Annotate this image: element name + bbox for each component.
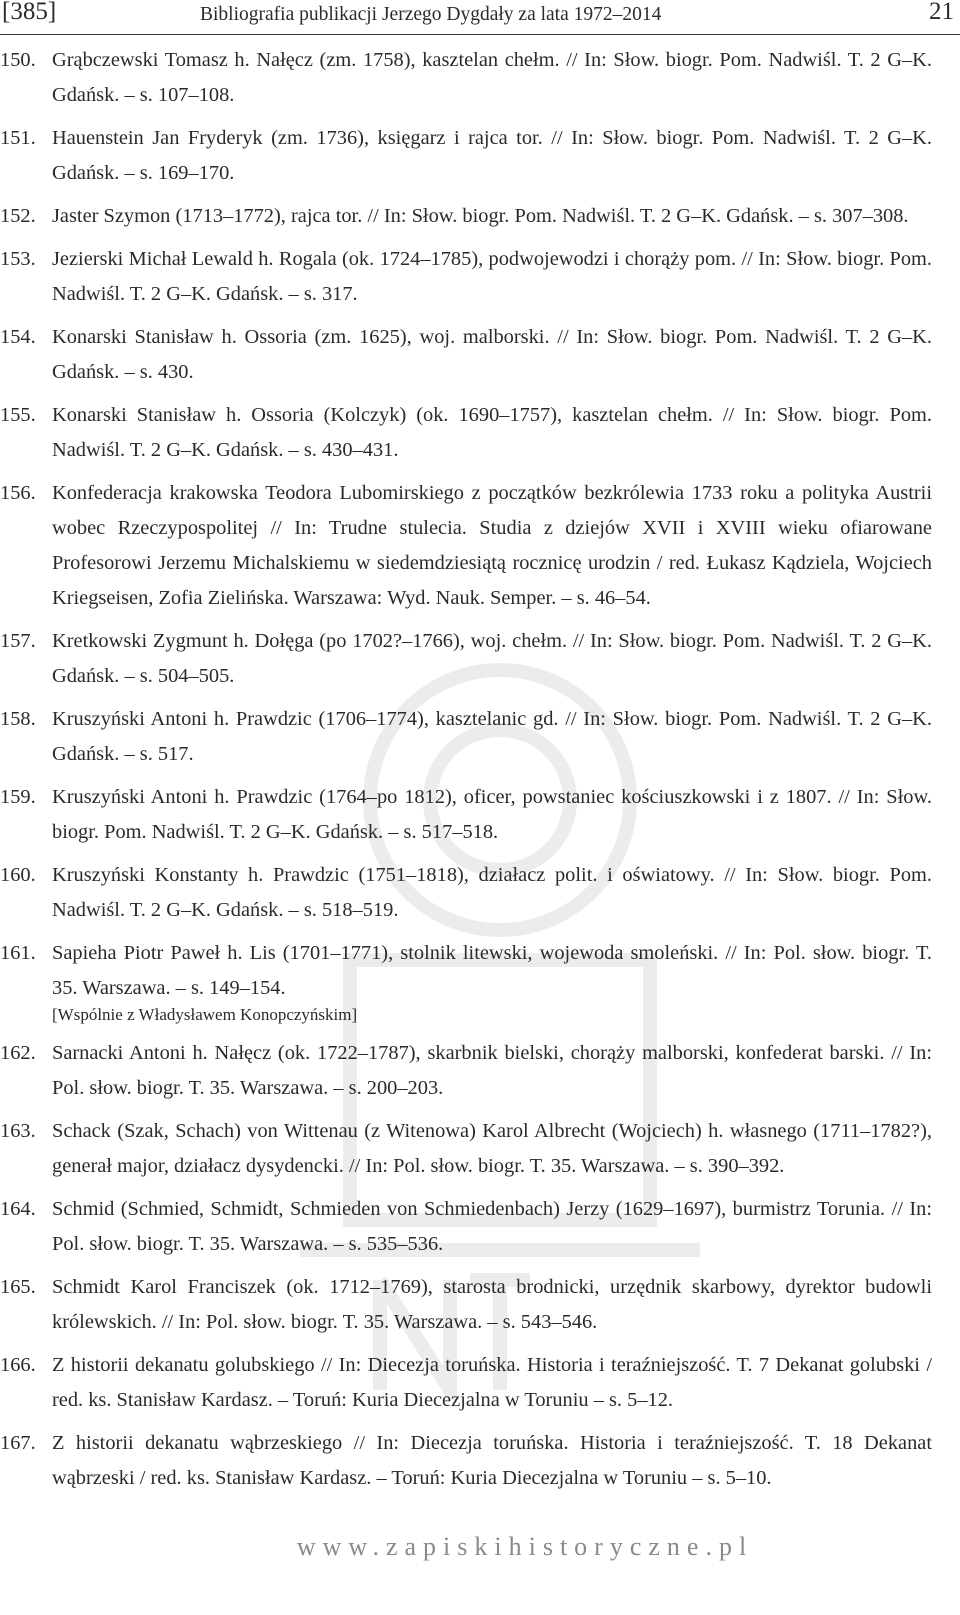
bibliography-entry	[0, 858, 932, 928]
entry-text	[52, 936, 932, 1030]
entry-text	[52, 780, 932, 850]
entry-text	[52, 398, 932, 468]
entry-citation: Konfederacja krakowska Teodora Lubomirskiego z początków bezkrólewia 1733 roku a polityka Austrii wobec Rzeczypospolitej // In: Trudne stulecia. Studia z dziejów XVII i XVIII wieku ofiarowane Profesorowi Jerzemu Michalskiemu w siedemdziesiątą rocznicę urodzin / red. Łukasz Kądziela, Wojciech Kriegseisen, Zofia Zielińska. Warszawa: Wyd. Nauk. Semper. – s. 46–54.	[52, 482, 932, 609]
page-number: 21	[929, 0, 954, 25]
entry-text	[52, 702, 932, 772]
entry-number: 165.	[0, 1276, 36, 1298]
entry-number: 151.	[0, 127, 36, 149]
entry-text	[52, 1348, 932, 1418]
entry-number: 167.	[0, 1432, 36, 1454]
bibliography-entry	[0, 1348, 932, 1418]
entry-citation: Jaster Szymon (1713–1772), rajca tor. // In: Słow. biogr. Pom. Nadwiśl. T. 2 G–K. Gdańsk. – s. 307–308.	[52, 205, 909, 227]
entry-citation: Kruszyński Antoni h. Prawdzic (1706–1774), kasztelanic gd. // In: Słow. biogr. Pom. Nadwiśl. T. 2 G–K. Gdańsk. – s. 517.	[52, 708, 932, 765]
entry-number: 159.	[0, 786, 36, 808]
entry-text	[52, 1270, 932, 1340]
entry-text	[52, 858, 932, 928]
entry-number: 160.	[0, 864, 36, 886]
entry-citation: Schmid (Schmied, Schmidt, Schmieden von Schmiedenbach) Jerzy (1629–1697), burmistrz Torunia. // In: Pol. słow. biogr. T. 35. Warszawa. – s. 535–536.	[52, 1198, 932, 1255]
entry-note: [Wspólnie z Władysławem Konopczyńskim]	[52, 1005, 358, 1024]
bibliography-entry	[0, 43, 932, 113]
bibliography-entry	[0, 1270, 932, 1340]
running-title: Bibliografia publikacji Jerzego Dygdały za lata 1972–2014	[200, 4, 662, 25]
bibliography-entry	[0, 1036, 932, 1106]
bibliography-entry	[0, 1426, 932, 1496]
entry-citation: Jezierski Michał Lewald h. Rogala (ok. 1724–1785), podwojewodzi i chorąży pom. // In: Słow. biogr. Pom. Nadwiśl. T. 2 G–K. Gdańsk. – s. 317.	[52, 248, 932, 305]
entry-number: 158.	[0, 708, 36, 730]
entry-number: 156.	[0, 482, 36, 504]
entry-citation: Konarski Stanisław h. Ossoria (Kolczyk) (ok. 1690–1757), kasztelan chełm. // In: Słow. biogr. Pom. Nadwiśl. T. 2 G–K. Gdańsk. – s. 430–431.	[52, 404, 932, 461]
entry-number: 153.	[0, 248, 36, 270]
entry-number: 164.	[0, 1198, 36, 1220]
entry-citation: Schmidt Karol Franciszek (ok. 1712–1769), starosta brodnicki, urzędnik skarbowy, dyrektor budowli królewskich. // In: Pol. słow. biogr. T. 35. Warszawa. – s. 543–546.	[52, 1276, 932, 1333]
entry-number: 154.	[0, 326, 36, 348]
entry-citation: Schack (Szak, Schach) von Wittenau (z Witenowa) Karol Albrecht (Wojciech) h. własnego (1711–1782?), generał major, działacz dysydencki. // In: Pol. słow. biogr. T. 35. Warszawa. – s. 390–392.	[52, 1120, 932, 1177]
bibliography-entry	[0, 320, 932, 390]
entry-citation: Z historii dekanatu wąbrzeskiego // In: Diecezja toruńska. Historia i teraźniejszość. T. 18 Dekanat wąbrzeski / red. ks. Stanisław Kardasz. – Toruń: Kuria Diecezjalna w Toruniu – s. 5–10.	[52, 1432, 932, 1489]
entry-number: 155.	[0, 404, 36, 426]
bibliography-list	[0, 43, 932, 1504]
bibliography-entry	[0, 1192, 932, 1262]
bibliography-entry	[0, 398, 932, 468]
bibliography-entry	[0, 1114, 932, 1184]
bibliography-entry	[0, 242, 932, 312]
bibliography-entry	[0, 936, 932, 1030]
bibliography-entry	[0, 702, 932, 772]
entry-citation: Kretkowski Zygmunt h. Dołęga (po 1702?–1766), woj. chełm. // In: Słow. biogr. Pom. Nadwiśl. T. 2 G–K. Gdańsk. – s. 504–505.	[52, 630, 932, 687]
entry-number: 166.	[0, 1354, 36, 1376]
entry-number: 161.	[0, 942, 36, 964]
entry-citation: Z historii dekanatu golubskiego // In: Diecezja toruńska. Historia i teraźniejszość. T. 7 Dekanat golubski / red. ks. Stanisław Kardasz. – Toruń: Kuria Diecezjalna w Toruniu – s. 5–12.	[52, 1354, 932, 1411]
entry-citation: Kruszyński Konstanty h. Prawdzic (1751–1818), działacz polit. i oświatowy. // In: Słow. biogr. Pom. Nadwiśl. T. 2 G–K. Gdańsk. – s. 518–519.	[52, 864, 932, 921]
entry-citation: Konarski Stanisław h. Ossoria (zm. 1625), woj. malborski. // In: Słow. biogr. Pom. Nadwiśl. T. 2 G–K. Gdańsk. – s. 430.	[52, 326, 932, 383]
entry-citation: Grąbczewski Tomasz h. Nałęcz (zm. 1758), kasztelan chełm. // In: Słow. biogr. Pom. Nadwiśl. T. 2 G–K. Gdańsk. – s. 107–108.	[52, 49, 932, 106]
entry-text	[52, 1114, 932, 1184]
entry-number: 157.	[0, 630, 36, 652]
entry-number: 163.	[0, 1120, 36, 1142]
entry-citation: Kruszyński Antoni h. Prawdzic (1764–po 1812), oficer, powstaniec kościuszkowski i z 1807. // In: Słow. biogr. Pom. Nadwiśl. T. 2 G–K. Gdańsk. – s. 517–518.	[52, 786, 932, 843]
entry-number: 150.	[0, 49, 36, 71]
entry-text	[52, 242, 932, 312]
entry-citation: Sarnacki Antoni h. Nałęcz (ok. 1722–1787), skarbnik bielski, chorąży malborski, konfederat barski. // In: Pol. słow. biogr. T. 35. Warszawa. – s. 200–203.	[52, 1042, 932, 1099]
entry-text	[52, 121, 932, 191]
entry-citation: Hauenstein Jan Fryderyk (zm. 1736), księgarz i rajca tor. // In: Słow. biogr. Pom. Nadwiśl. T. 2 G–K. Gdańsk. – s. 169–170.	[52, 127, 932, 184]
entry-text	[52, 1036, 932, 1106]
bibliography-entry	[0, 476, 932, 616]
bibliography-entry	[0, 199, 932, 234]
entry-text	[52, 476, 932, 616]
entry-number: 162.	[0, 1042, 36, 1064]
entry-text	[52, 1426, 932, 1496]
footer-url: www.zapiskihistoryczne.pl	[296, 1532, 754, 1561]
bracket-page-label: [385]	[2, 0, 57, 25]
entry-citation: Sapieha Piotr Paweł h. Lis (1701–1771), stolnik litewski, wojewoda smoleński. // In: Pol. słow. biogr. T. 35. Warszawa. – s. 149–154.	[52, 942, 932, 999]
bibliography-entry	[0, 780, 932, 850]
bibliography-entry	[0, 121, 932, 191]
bibliography-entry	[0, 624, 932, 694]
entry-text	[52, 1192, 932, 1262]
entry-text	[52, 320, 932, 390]
entry-text	[52, 43, 932, 113]
entry-text	[52, 624, 932, 694]
entry-number: 152.	[0, 205, 36, 227]
entry-text	[52, 199, 932, 234]
page-header	[0, 0, 960, 35]
